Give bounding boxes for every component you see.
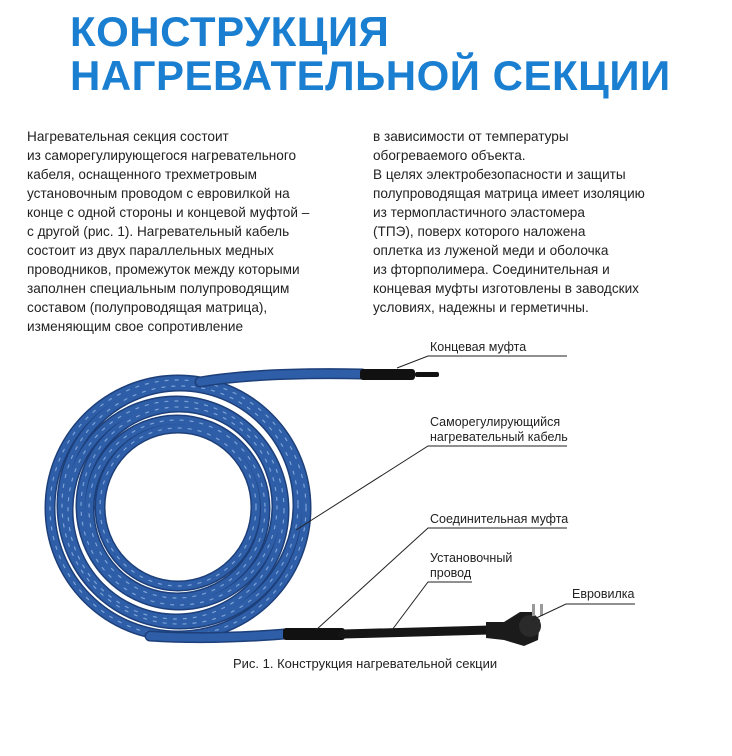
label-end-sleeve: Концевая муфта: [430, 340, 527, 354]
body-paragraph-left: Нагревательная секция состоит из саморегулирующегося нагревательного кабеля, оснащенного трехметровым установочным проводом с евровилкой на конце с одной стороны и концевой муфтой – с другой (рис. 1). Нагревательный кабель состоит из двух параллельных медных проводников, промежуток между которыми заполнен специальным полупроводящим составом (полупроводящая матрица), изменяющим свое сопротивление: [27, 129, 310, 334]
label-cable-line-2: нагревательный кабель: [430, 430, 568, 444]
body-paragraph-right: в зависимости от температуры обогреваемого объекта. В целях электробезопасности и защиты полупроводящая матрица имеет изоляцию из термопластичного эластомера (ТПЭ), поверх которого наложена оплетка из луженой меди и оболочка из фторполимера. Соединительная и концевая муфты изготовлены в заводских условиях, надежны и герметичны.: [373, 129, 645, 315]
joint-sleeve: [283, 628, 345, 640]
label-wire-line-1: Установочный: [430, 551, 513, 565]
label-cable-line-1: Саморегулирующийся: [430, 415, 561, 429]
label-joint-sleeve: Соединительная муфта: [430, 512, 569, 526]
title-line-2: НАГРЕВАТЕЛЬНОЙ СЕКЦИИ: [70, 52, 671, 99]
installation-wire: [343, 630, 490, 634]
heating-cable-coil: [50, 374, 362, 638]
title-line-1: КОНСТРУКЦИЯ: [70, 8, 390, 55]
label-plug: Евровилка: [572, 587, 635, 601]
end-sleeve: [360, 369, 439, 380]
label-wire-line-2: провод: [430, 566, 472, 580]
euro-plug: [486, 604, 543, 646]
figure-caption: Рис. 1. Конструкция нагревательной секции: [233, 656, 498, 671]
